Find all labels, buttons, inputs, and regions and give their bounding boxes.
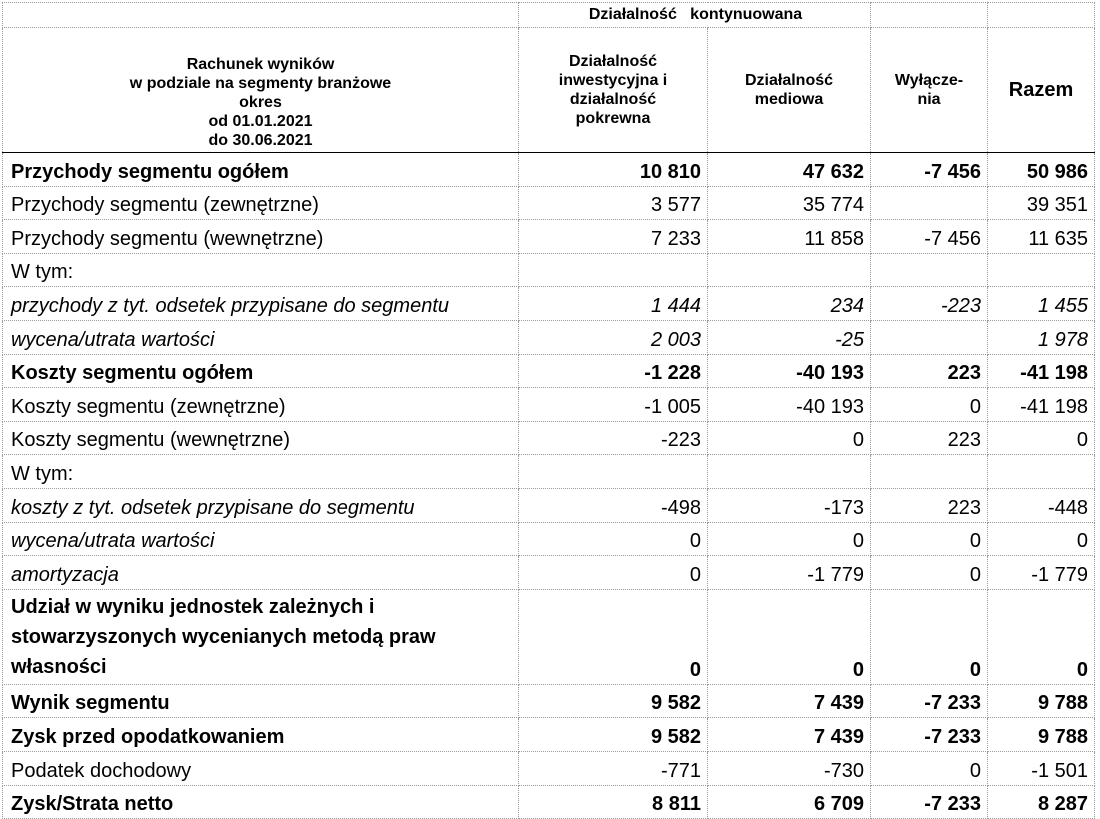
table-row: [3, 220, 1095, 254]
label-line: własności: [11, 655, 107, 678]
row-label: W tym:: [3, 455, 519, 489]
row-label: Przychody segmentu (zewnętrzne): [3, 186, 519, 220]
header-line: Działalność: [568, 53, 658, 70]
value-investment: 8 811: [519, 785, 708, 819]
value-investment: 7 233: [519, 220, 708, 254]
row-label: Zysk przed opodatkowaniem: [3, 718, 519, 752]
segment-results-table: [2, 2, 1095, 819]
table-row: [3, 320, 1095, 354]
value-media: 35 774: [708, 186, 871, 220]
table-row: [3, 287, 1095, 321]
value-eliminations: 223: [871, 421, 988, 455]
row-label: Koszty segmentu (wewnętrzne): [3, 421, 519, 455]
table-row: [3, 354, 1095, 388]
value-investment: 0: [519, 522, 708, 556]
value-total: 1 978: [988, 320, 1095, 354]
continued-operations-header: Działalność kontynuowana: [519, 3, 871, 28]
value-total: -1 501: [988, 751, 1095, 785]
row-label: Koszty segmentu ogółem: [3, 354, 519, 388]
value-media: 0: [708, 421, 871, 455]
value-total: 0: [988, 522, 1095, 556]
header-line: nia: [917, 91, 941, 108]
value-investment: -1 005: [519, 388, 708, 422]
row-label: Podatek dochodowy: [3, 751, 519, 785]
value-investment: 9 582: [519, 718, 708, 752]
value-total: [988, 455, 1095, 489]
value-eliminations: -7 233: [871, 718, 988, 752]
value-total: 9 788: [988, 718, 1095, 752]
header-blank-cell: [988, 3, 1095, 28]
value-media: 234: [708, 287, 871, 321]
value-total: 0: [988, 589, 1095, 684]
value-eliminations: -223: [871, 287, 988, 321]
header-group-row: [3, 3, 1095, 28]
value-total: -1 779: [988, 556, 1095, 590]
table-row: [3, 556, 1095, 590]
table-row: [3, 421, 1095, 455]
value-media: 11 858: [708, 220, 871, 254]
value-eliminations: [871, 320, 988, 354]
value-investment: 0: [519, 589, 708, 684]
table-row: [3, 488, 1095, 522]
header-columns-row: [3, 28, 1095, 153]
row-label: amortyzacja: [3, 556, 519, 590]
value-media: -173: [708, 488, 871, 522]
value-investment: 2 003: [519, 320, 708, 354]
value-media: -40 193: [708, 354, 871, 388]
value-investment: -771: [519, 751, 708, 785]
label-line: Udział w wyniku jednostek zależnych i: [11, 595, 375, 618]
table-row: [3, 388, 1095, 422]
value-total: 0: [988, 421, 1095, 455]
value-eliminations: 0: [871, 522, 988, 556]
value-eliminations: 223: [871, 354, 988, 388]
value-eliminations: -7 233: [871, 684, 988, 718]
row-label: Wynik segmentu: [3, 684, 519, 718]
value-total: [988, 253, 1095, 287]
value-total: -448: [988, 488, 1095, 522]
label-line: stowarzyszonych wycenianych metodą praw: [11, 625, 436, 648]
row-label: Koszty segmentu (zewnętrzne): [3, 388, 519, 422]
table-row: [3, 785, 1095, 819]
value-total: 9 788: [988, 684, 1095, 718]
value-eliminations: 0: [871, 589, 988, 684]
value-eliminations: 0: [871, 388, 988, 422]
row-label: Zysk/Strata netto: [3, 785, 519, 819]
row-label: W tym:: [3, 253, 519, 287]
row-label: Przychody segmentu ogółem: [3, 153, 519, 187]
value-media: -730: [708, 751, 871, 785]
value-investment: 9 582: [519, 684, 708, 718]
value-media: -40 193: [708, 388, 871, 422]
value-media: 6 709: [708, 785, 871, 819]
value-media: -1 779: [708, 556, 871, 590]
value-total: 8 287: [988, 785, 1095, 819]
value-investment: 3 577: [519, 186, 708, 220]
value-investment: -1 228: [519, 354, 708, 388]
value-total: 11 635: [988, 220, 1095, 254]
value-investment: -498: [519, 488, 708, 522]
column-header-total: Razem: [988, 28, 1095, 153]
value-eliminations: 0: [871, 751, 988, 785]
header-line: pokrewna: [575, 110, 651, 127]
value-eliminations: [871, 253, 988, 287]
value-media: [708, 253, 871, 287]
table-row: [3, 751, 1095, 785]
table-row: [3, 153, 1095, 187]
table-row: [3, 684, 1095, 718]
segment-report-sheet: [2, 2, 1095, 819]
title-line: Rachunek wyników: [186, 56, 335, 73]
value-eliminations: -7 456: [871, 153, 988, 187]
row-label: Przychody segmentu (wewnętrzne): [3, 220, 519, 254]
column-header-investment: [519, 28, 708, 153]
value-media: -25: [708, 320, 871, 354]
header-line: Działalność: [744, 72, 834, 89]
title-line: od 01.01.2021: [208, 113, 313, 130]
value-total: 39 351: [988, 186, 1095, 220]
value-total: -41 198: [988, 388, 1095, 422]
report-title: [3, 28, 519, 153]
value-media: 7 439: [708, 684, 871, 718]
header-line: Wyłącze-: [894, 72, 964, 89]
value-total: 50 986: [988, 153, 1095, 187]
header-line: mediowa: [754, 91, 824, 108]
header-line: inwestycyjna i: [558, 72, 668, 89]
column-header-media: [708, 28, 871, 153]
row-label: koszty z tyt. odsetek przypisane do segmentu: [3, 488, 519, 522]
value-investment: -223: [519, 421, 708, 455]
value-investment: 1 444: [519, 287, 708, 321]
value-eliminations: 223: [871, 488, 988, 522]
row-label: wycena/utrata wartości: [3, 522, 519, 556]
value-media: 0: [708, 589, 871, 684]
value-media: 0: [708, 522, 871, 556]
header-corner-cell: [3, 3, 519, 28]
value-investment: [519, 455, 708, 489]
value-eliminations: -7 456: [871, 220, 988, 254]
table-row: [3, 718, 1095, 752]
title-line: okres: [239, 94, 282, 111]
value-eliminations: -7 233: [871, 785, 988, 819]
table-row: [3, 253, 1095, 287]
header-blank-cell: [871, 3, 988, 28]
title-line: w podziale na segmenty branżowe: [129, 75, 392, 92]
row-label: przychody z tyt. odsetek przypisane do segmentu: [3, 287, 519, 321]
row-label: wycena/utrata wartości: [3, 320, 519, 354]
row-label: [3, 589, 519, 684]
table-row: [3, 522, 1095, 556]
value-eliminations: 0: [871, 556, 988, 590]
value-total: -41 198: [988, 354, 1095, 388]
value-media: 47 632: [708, 153, 871, 187]
value-total: 1 455: [988, 287, 1095, 321]
value-media: 7 439: [708, 718, 871, 752]
value-investment: 0: [519, 556, 708, 590]
header-line: działalność: [569, 91, 657, 108]
table-row: [3, 589, 1095, 684]
title-line: do 30.06.2021: [208, 132, 313, 149]
table-row: [3, 455, 1095, 489]
value-media: [708, 455, 871, 489]
table-row: [3, 186, 1095, 220]
column-header-eliminations: [871, 28, 988, 153]
value-eliminations: [871, 455, 988, 489]
value-eliminations: [871, 186, 988, 220]
value-investment: 10 810: [519, 153, 708, 187]
value-investment: [519, 253, 708, 287]
